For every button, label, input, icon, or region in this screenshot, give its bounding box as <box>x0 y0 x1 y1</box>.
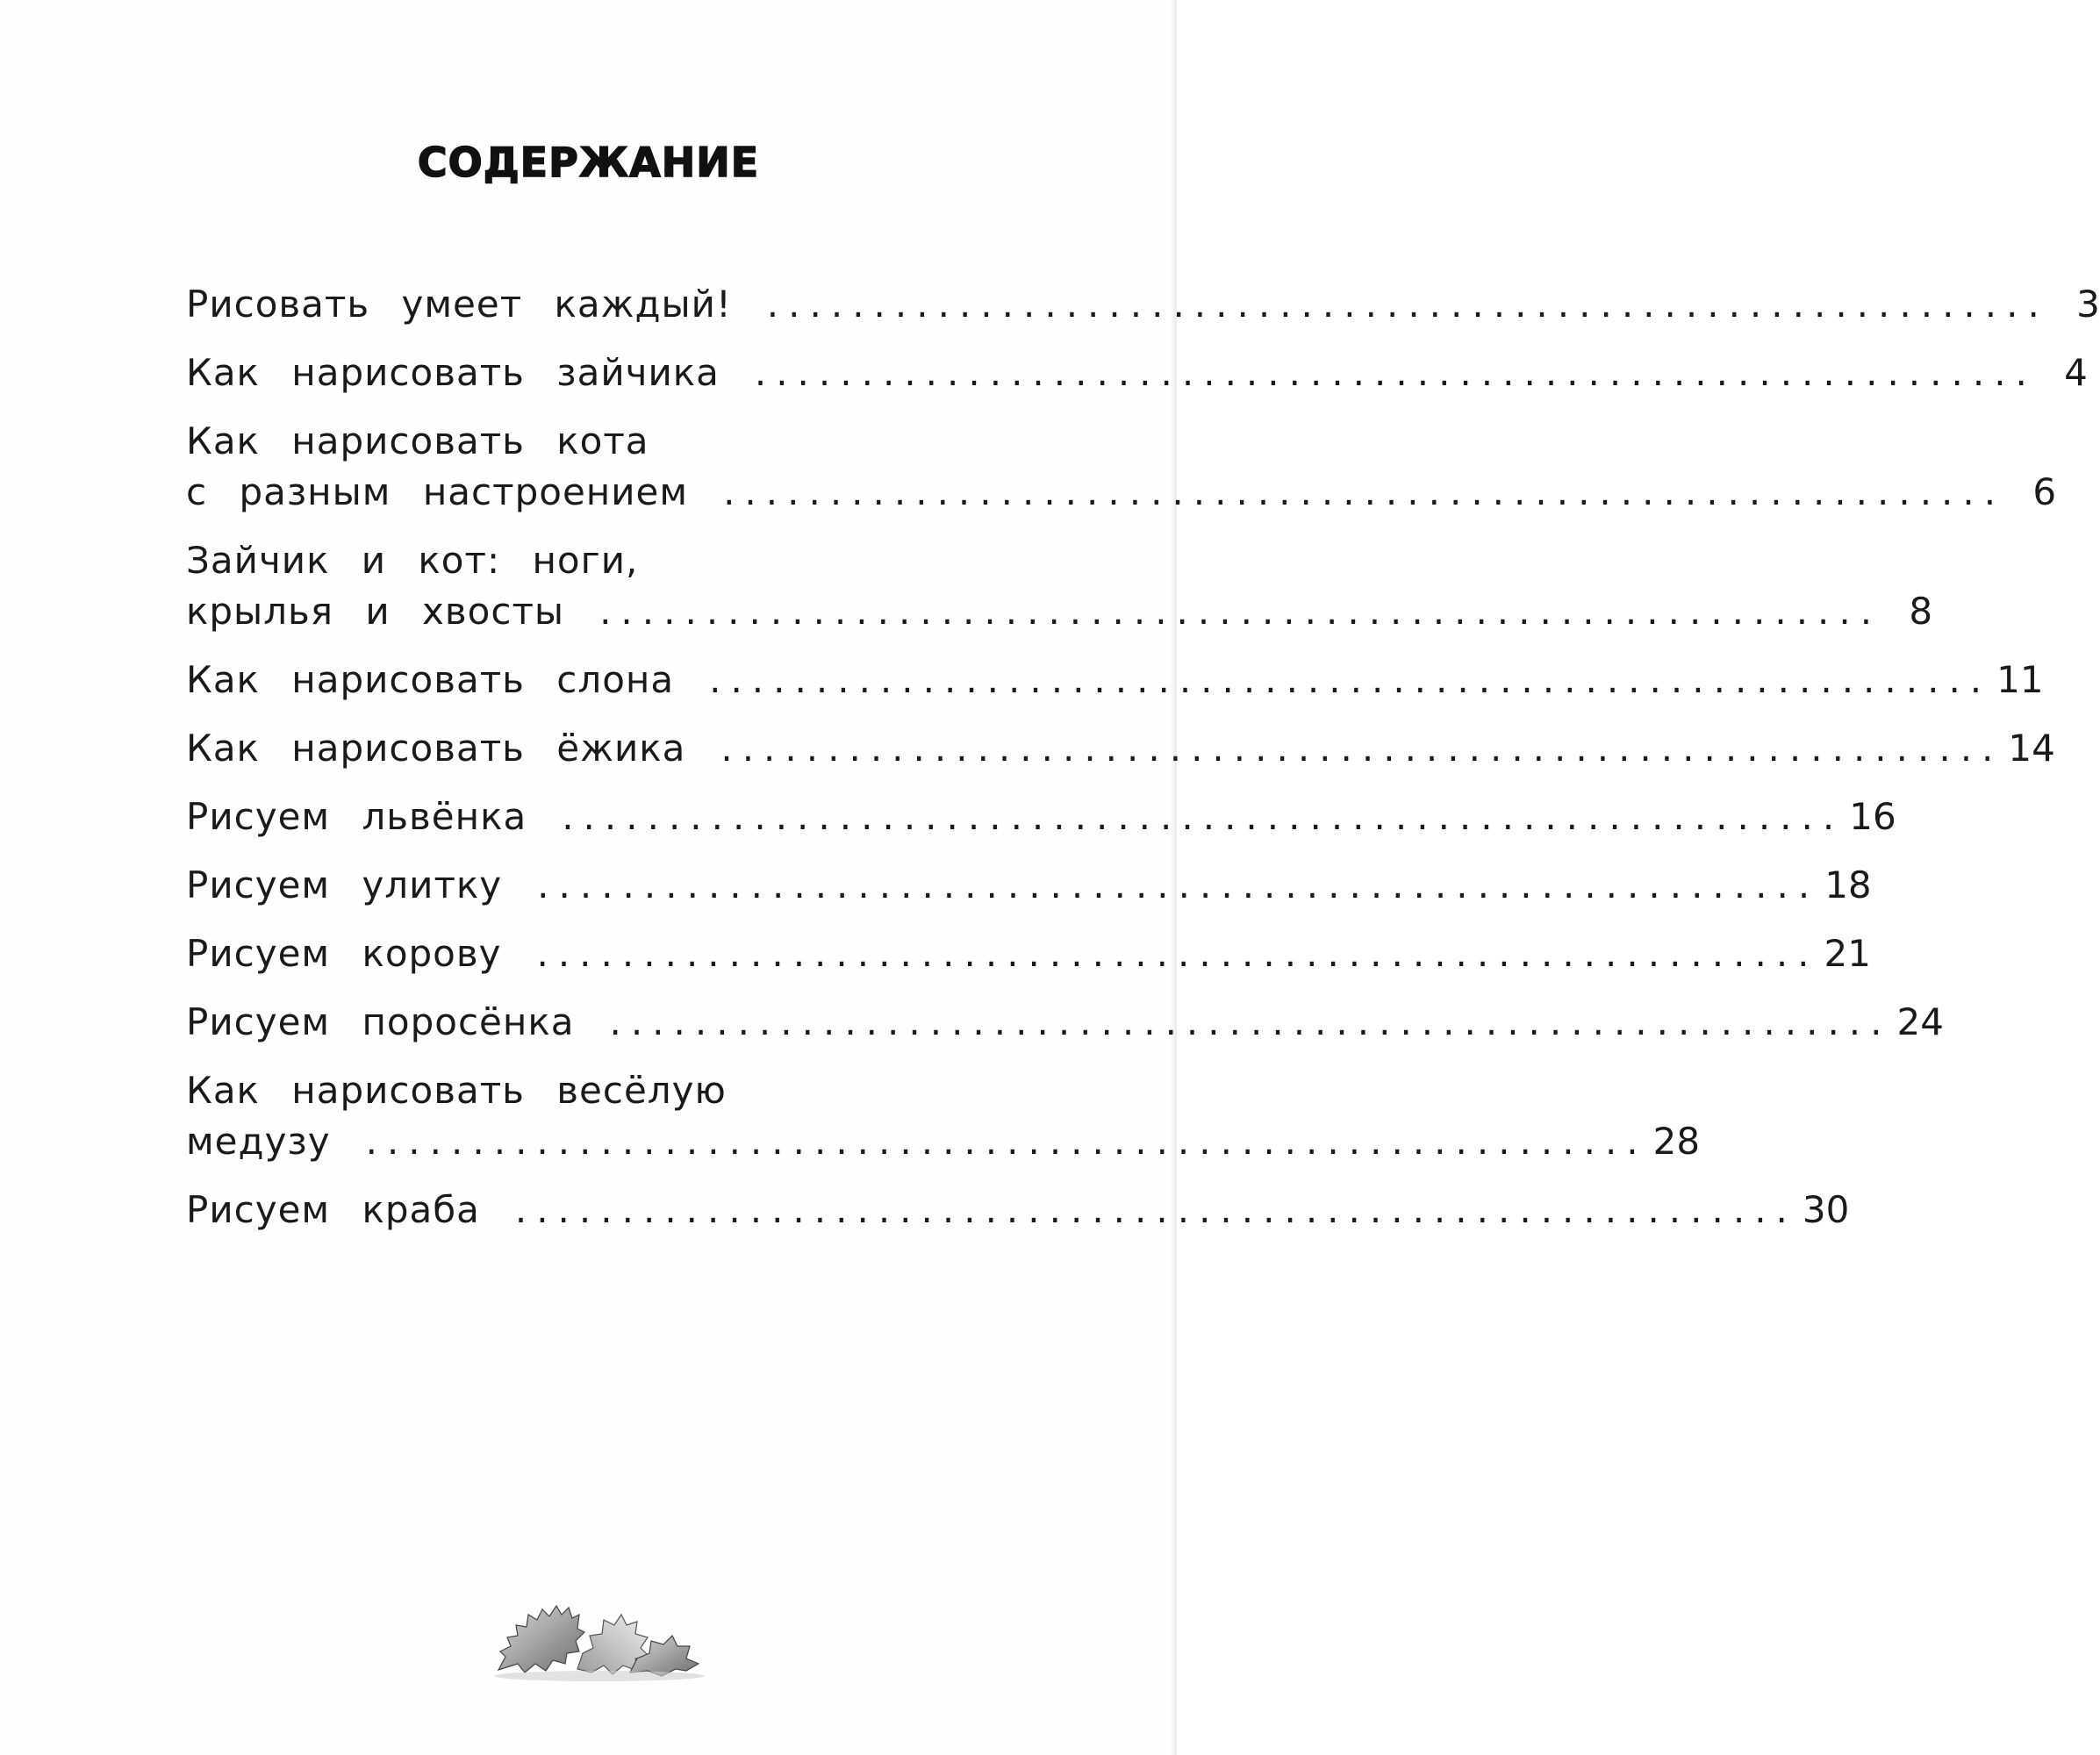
toc-entry-title: Рисуем корову <box>186 932 502 975</box>
toc-entry <box>186 792 1896 842</box>
toc-entry <box>186 279 2100 330</box>
toc-entry-line <box>186 279 2100 330</box>
toc-entry-line <box>186 586 1933 637</box>
toc-page-number: 3 <box>2076 283 2100 326</box>
toc-entry-title: с разным настроением <box>186 470 689 513</box>
toc-entry-line <box>186 997 1944 1048</box>
toc-entry <box>186 1065 1701 1167</box>
toc-entry-title: Рисуем улитку <box>186 863 503 906</box>
dot-leader: ............................................................ <box>766 283 2049 326</box>
dot-leader: ............................................................ <box>536 932 1819 975</box>
toc-page-number: 14 <box>2008 727 2055 770</box>
toc-entry-title: Как нарисовать слона <box>186 658 675 701</box>
toc-entry-line <box>186 860 1872 911</box>
toc-entry-line <box>186 792 1896 842</box>
toc-entry-title: Как нарисовать кота <box>186 419 649 462</box>
dot-leader: ............................................................ <box>514 1188 1797 1231</box>
toc-page-number: 11 <box>1996 658 2044 701</box>
dot-leader: ............................................................ <box>537 863 1820 906</box>
dot-leader: ............................................................ <box>609 1000 1892 1043</box>
toc-entry-title: Как нарисовать ёжика <box>186 727 686 770</box>
toc-entry <box>186 723 2055 774</box>
toc-entry-line <box>186 1116 1701 1167</box>
toc-page-number: 24 <box>1896 1000 1944 1043</box>
dot-leader: ............................................................ <box>720 727 2003 770</box>
toc-entry-line <box>186 416 958 467</box>
toc-entry-line <box>186 723 2055 774</box>
table-of-contents <box>186 279 2100 1253</box>
toc-entry <box>186 928 1871 979</box>
toc-entry-title: Рисовать умеет каждый! <box>186 283 732 326</box>
toc-entry <box>186 416 2057 518</box>
toc-page-number: 4 <box>2064 351 2088 394</box>
dot-leader: ............................................................ <box>709 658 1992 701</box>
toc-entry <box>186 655 2044 706</box>
toc-entry-line <box>186 535 958 586</box>
toc-entry <box>186 535 1933 637</box>
toc-entry <box>186 347 2088 398</box>
toc-entry-line <box>186 1185 1850 1236</box>
toc-entry <box>186 860 1872 911</box>
toc-entry-title: крылья и хвосты <box>186 590 565 633</box>
toc-entry-title: Как нарисовать зайчика <box>186 351 720 394</box>
toc-page-number: 8 <box>1909 590 1933 633</box>
toc-entry-title: Рисуем краба <box>186 1188 480 1231</box>
dot-leader: ............................................................ <box>365 1120 1648 1163</box>
dot-leader: ............................................................ <box>754 351 2037 394</box>
toc-entry-title: Рисуем поросёнка <box>186 1000 575 1043</box>
toc-entry-line <box>186 655 2044 706</box>
toc-page-number: 16 <box>1849 795 1896 838</box>
toc-entry-line <box>186 347 2088 398</box>
toc-page-number: 6 <box>2032 470 2057 513</box>
toc-page-number: 21 <box>1824 932 1871 975</box>
toc-entry-line <box>186 1065 958 1116</box>
toc-entry-line <box>186 928 1871 979</box>
toc-entry <box>186 997 1944 1048</box>
dot-leader: ............................................................ <box>562 795 1845 838</box>
toc-page-number: 18 <box>1824 863 1872 906</box>
toc-entry <box>186 1185 1850 1236</box>
toc-entry-title: Как нарисовать весёлую <box>186 1069 727 1112</box>
toc-page-number: 30 <box>1802 1188 1850 1231</box>
dot-leader: ............................................................ <box>599 590 1882 633</box>
dot-leader: ............................................................ <box>723 470 2006 513</box>
toc-entry-title: медузу <box>186 1120 331 1163</box>
toc-entry-title: Рисуем львёнка <box>186 795 527 838</box>
page-title: СОДЕРЖАНИЕ <box>417 139 760 186</box>
toc-entry-line <box>186 467 2057 518</box>
pencil-shavings-illustration <box>481 1560 718 1683</box>
toc-page-number: 28 <box>1652 1120 1701 1163</box>
toc-entry-title: Зайчик и кот: ноги, <box>186 539 639 582</box>
